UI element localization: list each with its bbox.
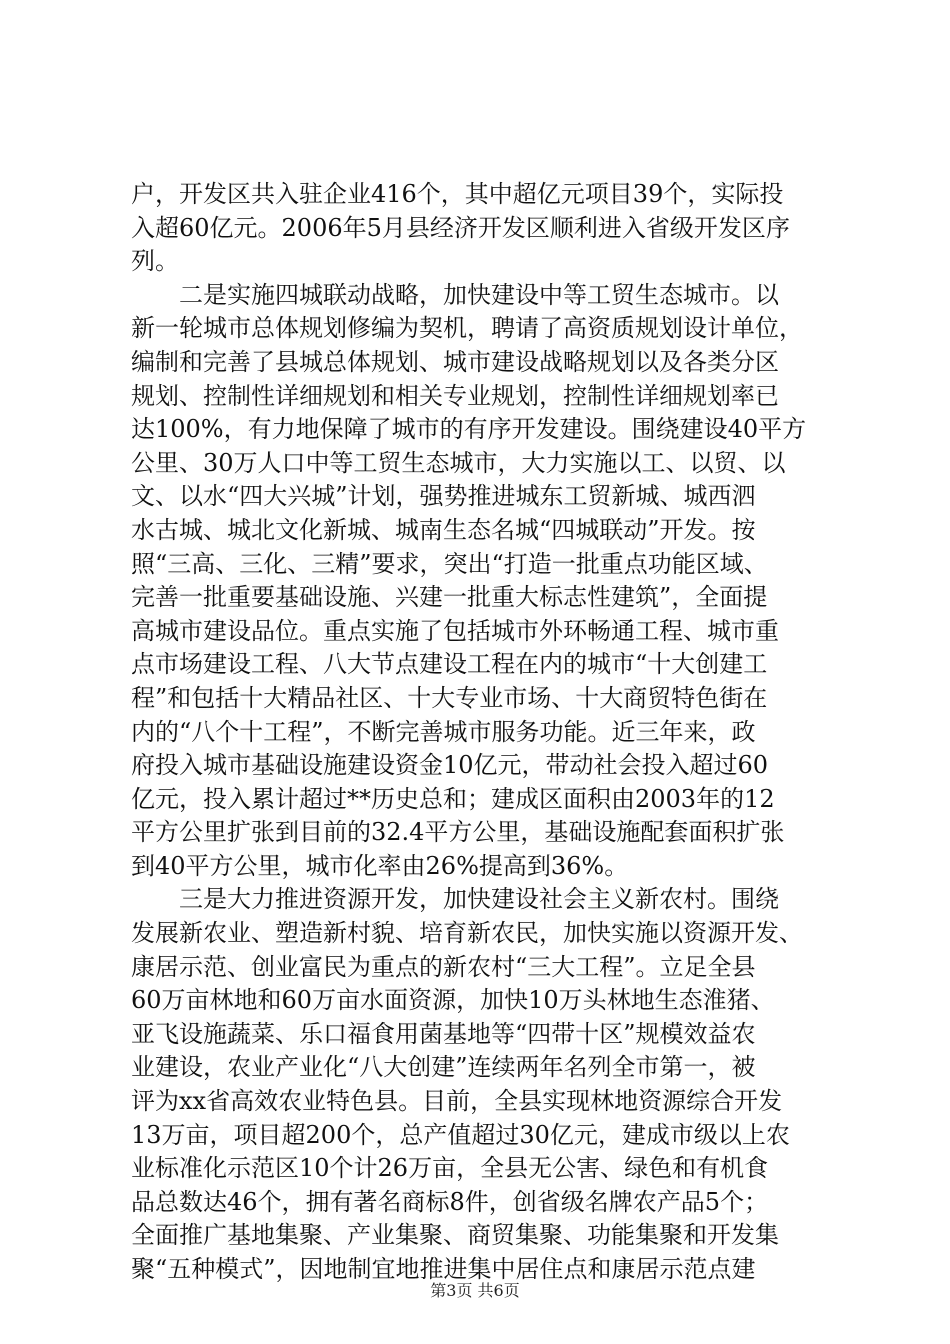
text-line: 业建设，农业产业化“八大创建”连续两年名列全市第一，被 <box>131 1053 756 1082</box>
text-line: 户，开发区共入驻企业416个，其中超亿元项目39个，实际投 <box>131 180 784 208</box>
text-line: 聚“五种模式”，因地制宜地推进集中居住点和康居示范点建 <box>131 1255 756 1283</box>
text-line: 照“三高、三化、三精”要求，突出“打造一批重点功能区域、 <box>131 549 768 578</box>
text-line: 完善一批重要基础设施、兴建一批重大标志性建筑”，全面提 <box>131 583 768 612</box>
text-line: 亚飞设施蔬菜、乐口福食用菌基地等“四带十区”规模效益农 <box>131 1019 756 1048</box>
text-line: 点市场建设工程、八大节点建设工程在内的城市“十大创建工 <box>131 650 768 679</box>
page-number-label: 第3页 共6页 <box>430 1281 520 1300</box>
text-line: 60万亩林地和60万亩水面资源，加快10万头林地生态淮猪、 <box>131 986 775 1015</box>
text-line: 评为xx省高效农业特色县。目前，全县实现林地资源综合开发 <box>131 1087 783 1116</box>
text-line: 业标准化示范区10个计26万亩，全县无公害、绿色和有机食 <box>131 1154 769 1183</box>
text-line: 入超60亿元。2006年5月县经济开发区顺利进入省级开发区序 <box>131 213 790 242</box>
text-line: 府投入城市基础设施建设资金10亿元，带动社会投入超过60 <box>131 751 769 780</box>
text-line: 高城市建设品位。重点实施了包括城市外环畅通工程、城市重 <box>131 616 779 645</box>
text-line: 康居示范、创业富民为重点的新农村“三大工程”。立足全县 <box>131 952 756 981</box>
text-line: 品总数达46个，拥有著名商标8件，创省级名牌农产品5个； <box>131 1187 769 1216</box>
text-line: 公里、30万人口中等工贸生态城市，大力实施以工、以贸、以 <box>131 448 786 477</box>
text-line: 文、以水“四大兴城”计划，强势推进城东工贸新城、城西泗 <box>131 482 756 511</box>
text-line: 到40平方公里，城市化率由26%提高到36%。 <box>131 851 629 880</box>
text-line: 13万亩，项目超200个，总产值超过30亿元，建成市级以上农 <box>131 1120 790 1149</box>
text-line: 全面推广基地集聚、产业集聚、商贸集聚、功能集聚和开发集 <box>131 1221 779 1250</box>
text-line: 新一轮城市总体规划修编为契机，聘请了高资质规划设计单位， <box>131 314 803 343</box>
text-line: 达100%，有力地保障了城市的有序开发建设。围绕建设40平方 <box>131 415 807 444</box>
text-line: 三是大力推进资源开发，加快建设社会主义新农村。围绕 <box>131 885 779 914</box>
text-line: 程”和包括十大精品社区、十大专业市场、十大商贸特色街在 <box>131 683 768 712</box>
text-line: 列。 <box>131 247 179 276</box>
text-line: 平方公里扩张到目前的32.4平方公里，基础设施配套面积扩张 <box>131 818 785 847</box>
text-line: 编制和完善了县城总体规划、城市建设战略规划以及各类分区 <box>131 347 779 376</box>
text-line: 二是实施四城联动战略，加快建设中等工贸生态城市。以 <box>131 280 779 309</box>
body-text <box>131 178 831 1287</box>
page-footer <box>0 1281 950 1301</box>
text-line: 内的“八个十工程”，不断完善城市服务功能。近三年来，政 <box>131 717 756 746</box>
text-line: 发展新农业、塑造新村貌、培育新农民，加快实施以资源开发、 <box>131 919 803 948</box>
text-line: 规划、控制性详细规划和相关专业规划，控制性详细规划率已 <box>131 381 779 410</box>
text-line: 亿元，投入累计超过**历史总和；建成区面积由2003年的12 <box>131 784 775 813</box>
text-line: 水古城、城北文化新城、城南生态名城“四城联动”开发。按 <box>131 515 756 544</box>
